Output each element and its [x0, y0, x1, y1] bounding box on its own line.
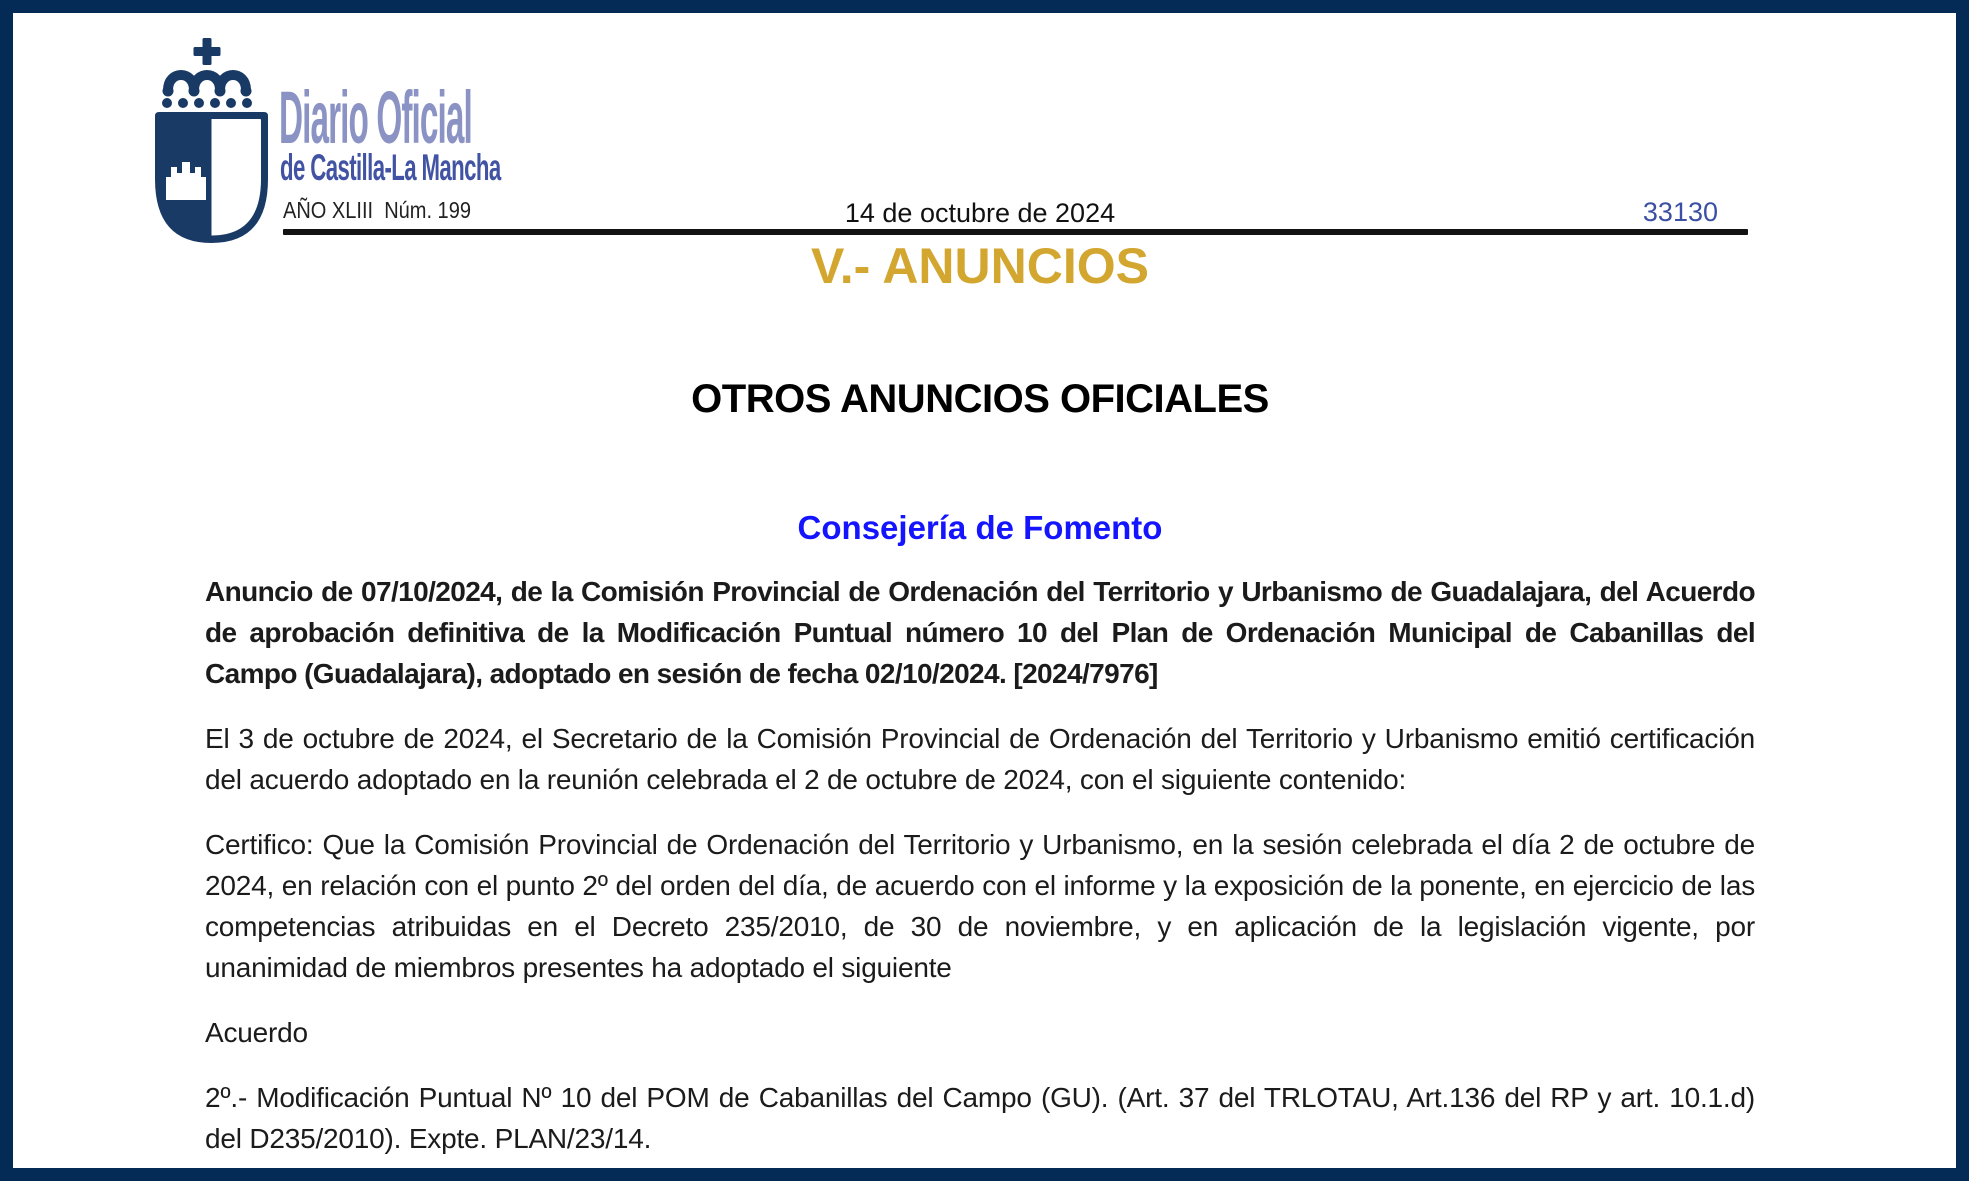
body-paragraph-4: 2º.- Modificación Puntual Nº 10 del POM de Cabanillas del Campo (GU). (Art. 37 del TRLOTAU, Art.136 del RP y art. 10.1.d) del D235/2010). Expte. PLAN/23/14. [205, 1082, 1755, 1154]
masthead-title: Diario Oficial [279, 76, 472, 159]
section-heading: OTROS ANUNCIOS OFICIALES [691, 377, 1269, 421]
announcement-body [205, 571, 1755, 1159]
body-paragraph-2: Certifico: Que la Comisión Provincial de Ordenación del Territorio y Urbanismo, en la sesión celebrada el día 2 de octubre de 2024, en relación con el punto 2º del orden del día, de acuerdo con el informe y la exposición de la ponente, en ejercicio de las competencias atribuidas en el Decreto 235/2010, de 30 de noviembre, y en aplicación de la legislación vigente, por unanimidad de miembros presentes ha adoptado el siguiente [205, 829, 1755, 983]
edition-line: AÑO XLIII Núm. 199 [283, 197, 471, 223]
section-title: V.- ANUNCIOS [810, 238, 1149, 294]
page-number: 33130 [1642, 197, 1718, 227]
announcement-summary: Anuncio de 07/10/2024, de la Comisión Provincial de Ordenación del Territorio y Urbanismo de Guadalajara, del Acuerdo de aprobación definitiva de la Modificación Puntual número 10 del Plan de Ordenación Municipal de Cabanillas del Campo (Guadalajara), adoptado en sesión de fecha 02/10/2024. [2024/7976] [205, 576, 1755, 689]
department-heading: Consejería de Fomento [797, 509, 1163, 546]
header-rule [283, 229, 1748, 235]
body-paragraph-1: El 3 de octubre de 2024, el Secretario de la Comisión Provincial de Ordenación del Territorio y Urbanismo emitió certificación del acuerdo adoptado en la reunión celebrada el 2 de octubre de 2024, con el siguiente contenido: [205, 723, 1755, 795]
masthead-subtitle: de Castilla-La Mancha [280, 147, 501, 188]
issue-date: 14 de octubre de 2024 [844, 198, 1116, 228]
body-paragraph-3: Acuerdo [205, 1017, 308, 1048]
